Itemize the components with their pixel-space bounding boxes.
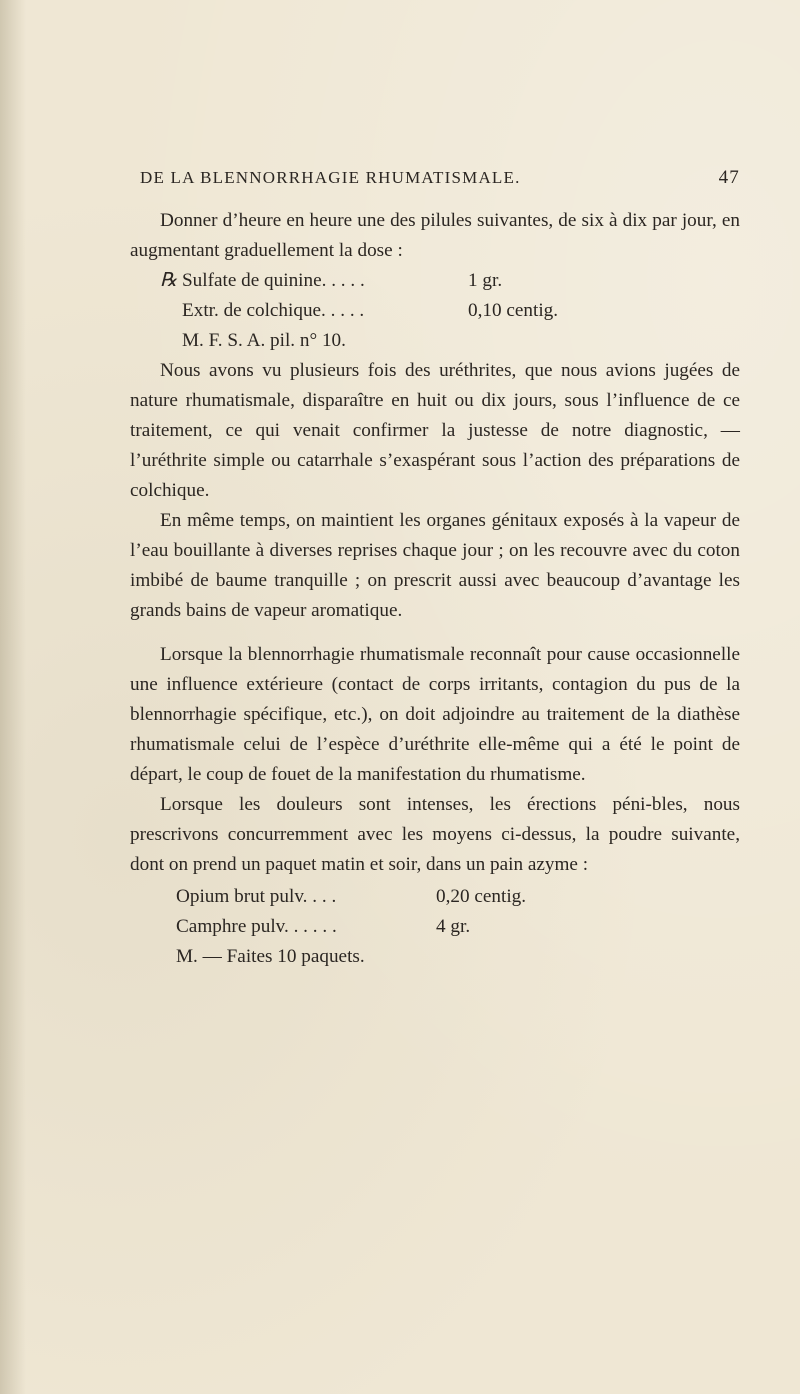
page-number: 47 — [718, 167, 740, 188]
prescription-item — [130, 882, 740, 912]
body-paragraph: Lorsque la blennorrhagie rhumatismale reconnaît pour cause occasionnelle une influence extérieure (contact de corps irritants, contagion du pus de la blennorrhagie spécifique, etc.), on doit adjoindre au traitement de la diathèse rhumatismale celui de l’espèce d’uréthrite elle-même qui a été le point de départ, le coup de fouet de la manifestation du rhumatisme. — [130, 644, 740, 785]
ingredient-quantity: 0,20 centig. — [436, 886, 527, 907]
prescription-pills — [130, 266, 740, 356]
ingredient-name: Camphre pulv. . . . . . — [176, 916, 337, 937]
ingredient-quantity: 4 gr. — [436, 916, 471, 937]
running-head — [140, 166, 740, 190]
intro-paragraph: Donner d’heure en heure une des pilules suivantes, de six à dix par jour, en augmentant graduellement la dose : — [130, 210, 740, 261]
page-gutter-shadow — [0, 0, 26, 1394]
prescription-item — [130, 296, 740, 326]
running-head-title: DE LA BLENNORRHAGIE RHUMATISMALE. — [140, 168, 521, 187]
body-paragraph: Nous avons vu plusieurs fois des uréthrites, que nous avions jugées de nature rhumatismale, disparaître en huit ou dix jours, sous l’influence de ce traitement, ce qui venait confirmer la justesse de notre diagnostic, — l’uréthrite simple ou catarrhale s’exaspérant sous l’action des préparations de colchique. — [130, 360, 740, 501]
page-body — [130, 206, 740, 972]
body-paragraph: En même temps, on maintient les organes génitaux exposés à la vapeur de l’eau bouillante à diverses reprises chaque jour ; on les recouvre avec du coton imbibé de baume tranquille ; on prescrit aussi avec beaucoup d’avantage les grands bains de vapeur aromatique. — [130, 510, 740, 621]
prescription-note — [130, 326, 740, 356]
prescription-note-text: M. — Faites 10 paquets. — [176, 946, 365, 967]
ingredient-quantity: 1 gr. — [468, 270, 503, 291]
prescription-note-text: M. F. S. A. pil. n° 10. — [182, 330, 346, 351]
prescription-item — [130, 912, 740, 942]
recipe-symbol-icon: ℞ — [160, 270, 178, 291]
body-paragraph: Lorsque les douleurs sont intenses, les érections péni-bles, nous prescrivons concurremment avec les moyens ci-dessus, la poudre suivante, dont on prend un paquet matin et soir, dans un pain azyme : — [130, 794, 740, 875]
ingredient-quantity: 0,10 centig. — [468, 300, 559, 321]
ingredient-name: Extr. de colchique. . . . . — [182, 300, 365, 321]
prescription-item — [130, 266, 740, 296]
prescription-powder — [130, 882, 740, 972]
ingredient-name: Sulfate de quinine. . . . . — [182, 270, 365, 291]
prescription-note — [130, 942, 740, 972]
ingredient-name: Opium brut pulv. . . . — [176, 886, 337, 907]
